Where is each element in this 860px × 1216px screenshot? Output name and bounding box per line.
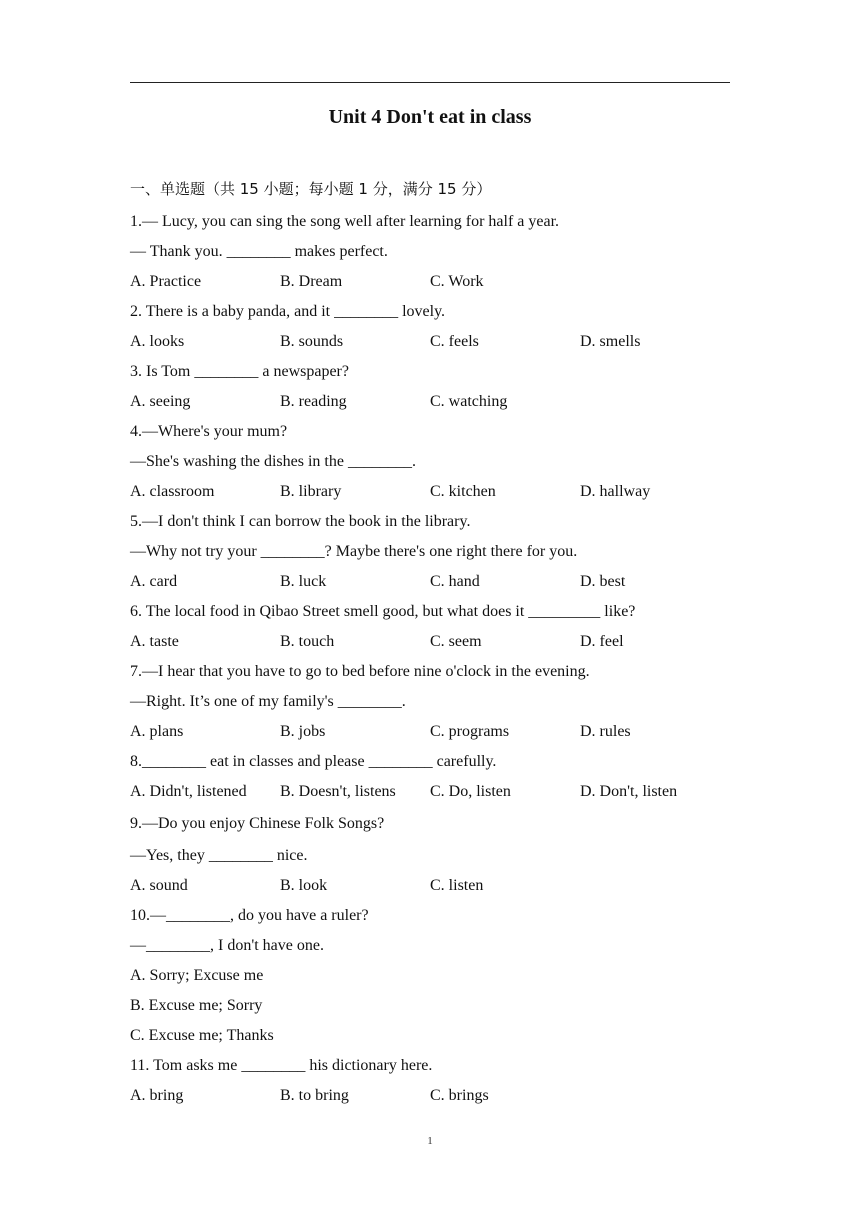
question-stem: 2. There is a baby panda, and it ________ lovely. xyxy=(130,303,446,320)
option-row xyxy=(130,482,730,502)
option: A. sound xyxy=(130,877,188,894)
question-stem: —Why not try your ________? Maybe there's one right there for you. xyxy=(130,543,578,560)
question-stem: 3. Is Tom ________ a newspaper? xyxy=(130,363,349,380)
question-11 xyxy=(130,1056,730,1106)
question-stem: 4.—Where's your mum? xyxy=(130,423,288,440)
option: B. luck xyxy=(280,573,327,590)
option: A. bring xyxy=(130,1087,184,1104)
option: A. Practice xyxy=(130,273,202,290)
option: D. rules xyxy=(580,723,631,740)
option: B. Excuse me; Sorry xyxy=(130,997,263,1014)
option: C. listen xyxy=(430,877,484,894)
option-row xyxy=(130,782,730,802)
question-4 xyxy=(130,422,730,502)
option: A. seeing xyxy=(130,393,191,410)
option: C. hand xyxy=(430,573,480,590)
option: B. sounds xyxy=(280,333,344,350)
question-stem: 5.—I don't think I can borrow the book in the library. xyxy=(130,513,471,530)
question-stem: —Right. It’s one of my family's ________. xyxy=(130,693,406,710)
option: A. plans xyxy=(130,723,184,740)
section-heading: 一、单选题（共 15 小题；每小题 1 分，满分 15 分） xyxy=(130,180,492,198)
option-row xyxy=(130,722,730,742)
question-stem: 7.—I hear that you have to go to bed before nine o'clock in the evening. xyxy=(130,663,590,680)
option: B. library xyxy=(280,483,342,500)
option-row xyxy=(130,392,730,412)
option: D. feel xyxy=(580,633,624,650)
option-row xyxy=(130,572,730,592)
option: C. Work xyxy=(430,273,484,290)
question-5 xyxy=(130,512,730,592)
option: C. brings xyxy=(430,1087,489,1104)
option-row xyxy=(130,876,730,896)
question-stem: —She's washing the dishes in the ________. xyxy=(130,453,416,470)
question-stem: 11. Tom asks me ________ his dictionary here. xyxy=(130,1057,433,1074)
option: D. best xyxy=(580,573,626,590)
option: B. to bring xyxy=(280,1087,349,1104)
option: C. Do, listen xyxy=(430,783,511,800)
question-stem: 10.—________, do you have a ruler? xyxy=(130,907,369,924)
question-10 xyxy=(130,906,730,1046)
option: A. looks xyxy=(130,333,185,350)
option: C. programs xyxy=(430,723,510,740)
question-9 xyxy=(130,814,730,896)
page-number: 1 xyxy=(427,1135,433,1147)
question-list xyxy=(130,212,730,1116)
header-rule xyxy=(130,82,730,83)
option: D. hallway xyxy=(580,483,651,500)
option: B. look xyxy=(280,877,328,894)
question-3 xyxy=(130,362,730,412)
question-stem: —Yes, they ________ nice. xyxy=(130,847,308,864)
question-stem: — Thank you. ________ makes perfect. xyxy=(130,243,388,260)
question-stem: 8.________ eat in classes and please ________ carefully. xyxy=(130,753,497,770)
option: A. taste xyxy=(130,633,179,650)
question-stem: 9.—Do you enjoy Chinese Folk Songs? xyxy=(130,815,385,832)
option-row xyxy=(130,272,730,292)
option-row xyxy=(130,632,730,652)
option-row xyxy=(130,332,730,352)
option: B. Dream xyxy=(280,273,343,290)
question-stem: 6. The local food in Qibao Street smell good, but what does it _________ like? xyxy=(130,603,636,620)
question-6 xyxy=(130,602,730,652)
option: A. card xyxy=(130,573,178,590)
option: D. Don't, listen xyxy=(580,783,678,800)
option: C. kitchen xyxy=(430,483,496,500)
question-stem: 1.— Lucy, you can sing the song well after learning for half a year. xyxy=(130,213,560,230)
option: C. Excuse me; Thanks xyxy=(130,1027,274,1044)
question-8 xyxy=(130,752,730,802)
option: A. Didn't, listened xyxy=(130,783,247,800)
question-7 xyxy=(130,662,730,742)
option: C. seem xyxy=(430,633,482,650)
option-row xyxy=(130,1086,730,1106)
question-stem: —________, I don't have one. xyxy=(130,937,324,954)
option: C. feels xyxy=(430,333,479,350)
option: B. touch xyxy=(280,633,335,650)
option: A. classroom xyxy=(130,483,215,500)
option: B. jobs xyxy=(280,723,326,740)
option: B. reading xyxy=(280,393,347,410)
question-2 xyxy=(130,302,730,352)
option: C. watching xyxy=(430,393,508,410)
option: B. Doesn't, listens xyxy=(280,783,396,800)
option: D. smells xyxy=(580,333,641,350)
question-1 xyxy=(130,212,730,292)
option: A. Sorry; Excuse me xyxy=(130,967,264,984)
page-title: Unit 4 Don't eat in class xyxy=(328,106,532,128)
